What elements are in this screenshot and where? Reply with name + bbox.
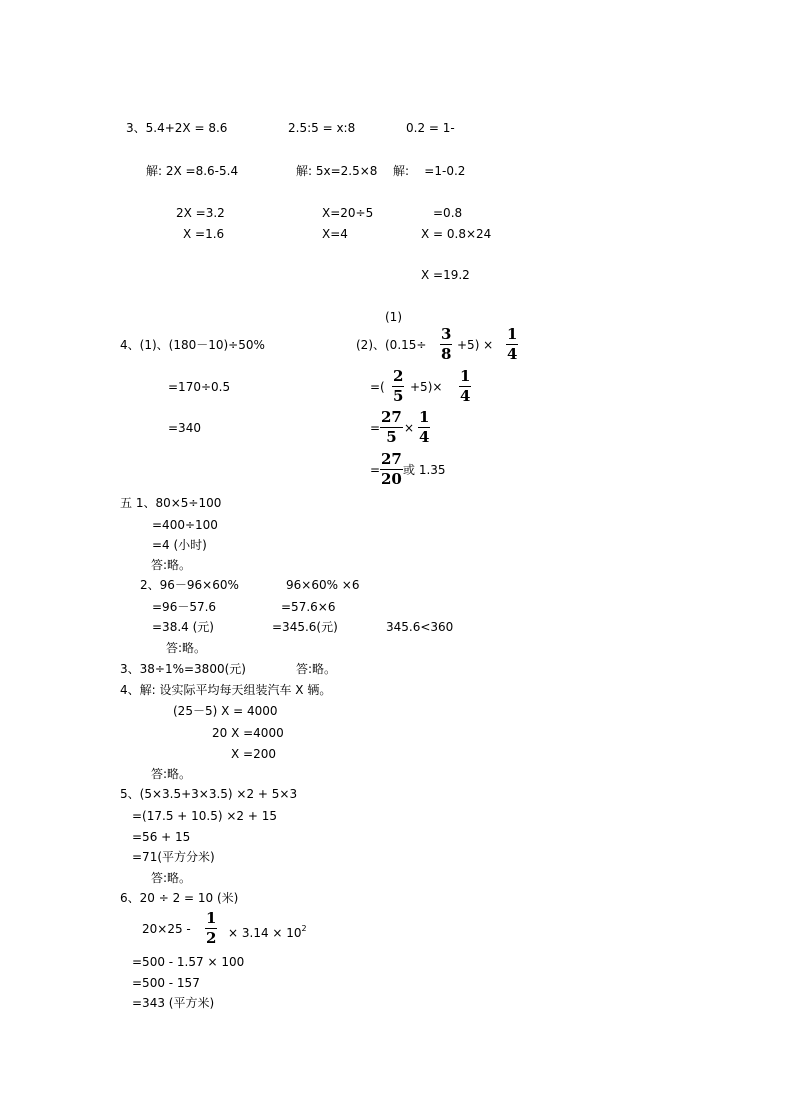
- q5-1-line-2: =400÷100: [152, 518, 218, 532]
- q4-part2-line-1-prefix: (2)、(0.15÷: [356, 338, 427, 352]
- q3-solution-2-line-3: X=4: [322, 227, 348, 241]
- q4-part1-line-2: =170÷0.5: [168, 380, 231, 394]
- q5-6-line-2-suffix: [228, 922, 307, 940]
- q4-part1-line-3: =340: [168, 421, 201, 435]
- q5-6-line-4: =500 - 157: [132, 976, 200, 990]
- q5-3-line: 3、38÷1%=3800(元): [120, 662, 246, 676]
- q5-5-line-1: 5、(5×3.5+3×3.5) ×2 + 5×3: [120, 787, 298, 801]
- q5-1-answer: 答:略。: [151, 558, 192, 572]
- q3-equation-3: 0.2 = 1-: [406, 121, 455, 135]
- q3-equation-2: 2.5:5 = x:8: [288, 121, 356, 135]
- q3-solution-3-line-1: 解: =1-0.2: [393, 164, 466, 178]
- q5-6-fraction-1-2: 1 2: [206, 909, 217, 947]
- q4-fraction-27-20: 27 20: [381, 450, 402, 488]
- q3-solution-2-line-1: 解: 5x=2.5×8: [296, 164, 378, 178]
- q5-4-line-4: X =200: [231, 747, 276, 761]
- q5-6-exponent: 2: [301, 924, 307, 933]
- q4-fraction-1-4-b: 1 4: [460, 367, 471, 405]
- q4-part2-line-2-prefix: =(: [370, 380, 385, 394]
- q5-1-line-3: =4 (小时): [152, 538, 207, 552]
- q4-fraction-27-5: 27 5: [381, 408, 402, 446]
- q5-4-line-1: 4、解: 设实际平均每天组装汽车 X 辆。: [120, 683, 332, 697]
- q3-solution-1-line-2: 2X =3.2: [176, 206, 225, 220]
- q5-2-line-1-a: 2、96－96×60%: [140, 578, 239, 592]
- q5-6-line-2-prefix: 20×25 -: [142, 922, 191, 936]
- q3-solution-1-line-3: X =1.6: [183, 227, 225, 241]
- q4-part2-line-3-mid: ×: [404, 421, 415, 435]
- q5-2-line-3-b: =345.6(元): [272, 620, 338, 634]
- q4-part2-line-4-prefix: =: [370, 463, 381, 477]
- q5-2-line-1-b: 96×60% ×6: [286, 578, 360, 592]
- q5-2-answer: 答:略。: [166, 641, 207, 655]
- q4-fraction-3-8: 3 8: [441, 325, 452, 363]
- q5-2-line-2-b: =57.6×6: [281, 600, 336, 614]
- q5-4-line-2: (25－5) X = 4000: [173, 704, 278, 718]
- q5-6-line-5: =343 (平方米): [132, 996, 215, 1010]
- q5-3-answer: 答:略。: [296, 662, 337, 676]
- q5-5-line-2: =(17.5 + 10.5) ×2 + 15: [132, 809, 277, 823]
- q4-part1-line-1: 4、(1)、(180－10)÷50%: [120, 338, 265, 352]
- q5-4-line-3: 20 X =4000: [212, 726, 284, 740]
- q5-5-answer: 答:略。: [151, 871, 192, 885]
- q3-solution-3-line-2: =0.8: [433, 206, 463, 220]
- q5-2-line-2-a: =96－57.6: [152, 600, 217, 614]
- q5-6-expression: × 3.14 × 10: [228, 926, 302, 940]
- q4-fraction-1-4-c: 1 4: [419, 408, 430, 446]
- q5-6-line-3: =500 - 1.57 × 100: [132, 955, 245, 969]
- q4-part2-line-2-mid: +5)×: [410, 380, 443, 394]
- q3-equation-1: 3、5.4+2X = 8.6: [126, 121, 228, 135]
- q5-5-line-4: =71(平方分米): [132, 850, 215, 864]
- q3-solution-1-line-1: 解: 2X =8.6-5.4: [146, 164, 239, 178]
- q3-solution-3-line-4: X =19.2: [421, 268, 470, 282]
- q4-marker: (1): [385, 310, 402, 324]
- q4-fraction-2-5: 2 5: [393, 367, 404, 405]
- q5-5-line-3: =56 + 15: [132, 830, 191, 844]
- q4-part2-line-3-prefix: =: [370, 421, 381, 435]
- q4-fraction-1-4-a: 1 4: [507, 325, 518, 363]
- q5-4-answer: 答:略。: [151, 767, 192, 781]
- q5-2-line-3-a: =38.4 (元): [152, 620, 214, 634]
- q3-solution-3-line-3: X = 0.8×24: [421, 227, 492, 241]
- q5-6-line-1: 6、20 ÷ 2 = 10 (米): [120, 891, 239, 905]
- q5-1-line-1: 五 1、80×5÷100: [120, 496, 222, 510]
- q4-part2-line-4-suffix: 或 1.35: [403, 463, 446, 477]
- q5-2-line-3-c: 345.6<360: [386, 620, 454, 634]
- q3-solution-2-line-2: X=20÷5: [322, 206, 374, 220]
- q4-part2-line-1-mid: +5) ×: [457, 338, 494, 352]
